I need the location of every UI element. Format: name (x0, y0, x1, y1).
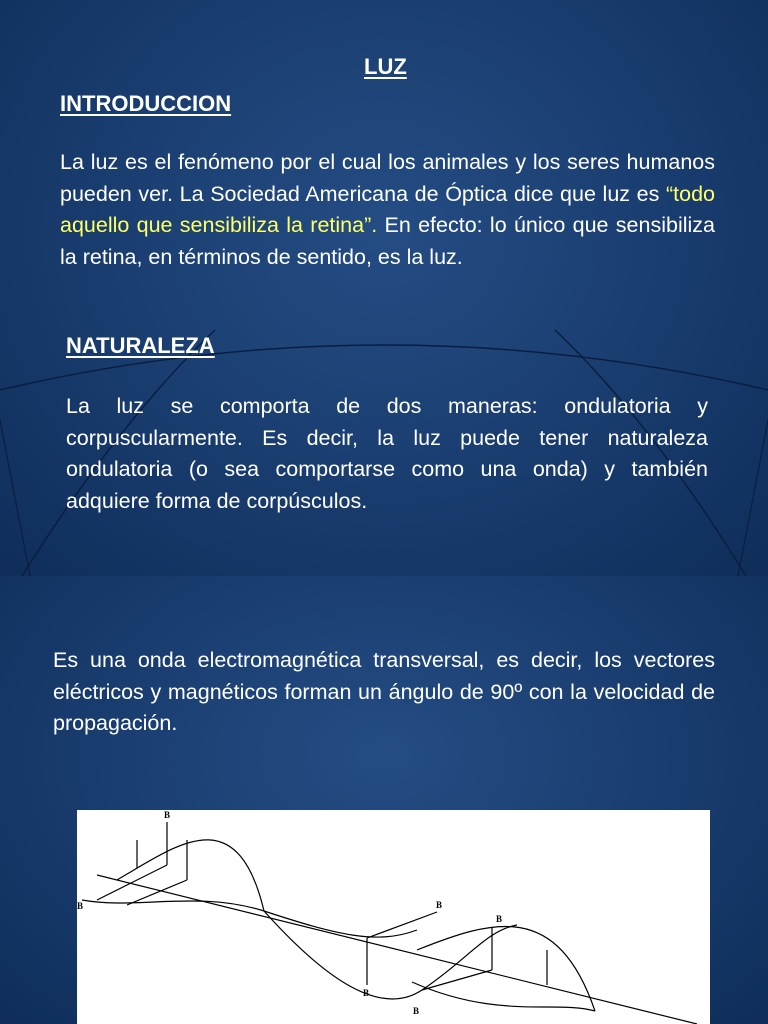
intro-text-a: La luz es el fenómeno por el cual los animales y los seres humanos pueden ver. La Sociedad Americana de Óptica dice que luz es (60, 150, 715, 206)
slide-electromagnetic-wave (0, 576, 768, 1024)
label-b-4: B (496, 914, 503, 924)
label-b-5: B (363, 988, 370, 998)
intro-quote: “todo aquello que sensibiliza la retina”. (60, 181, 715, 237)
label-b-1: B (164, 810, 171, 820)
vector-e-4 (422, 970, 492, 990)
page-title: LUZ (364, 54, 407, 79)
electromagnetic-wave-diagram (77, 810, 710, 1024)
upper-wave-lobe-2 (417, 926, 595, 1011)
electric-wave-a (82, 900, 417, 937)
nature-paragraph: La luz se comporta de dos maneras: ondulatoria y corpuscularmente. Es decir, la luz puede tener naturaleza ondulatoria (o sea comportarse como una onda) y también adquiere forma de corpúsculos. (66, 394, 708, 513)
label-b-3: B (436, 900, 443, 910)
intro-paragraph (60, 147, 715, 273)
lower-wave-lobe (264, 911, 517, 999)
label-b-6: B (413, 1006, 420, 1016)
wave-paragraph: Es una onda electromagnética transversal, es decir, los vectores eléctricos y magnéticos forman un ángulo de 90º con la velocidad de propagación. (53, 648, 715, 735)
intro-heading: INTRODUCCION (60, 91, 232, 116)
vector-e-1 (97, 865, 167, 900)
propagation-axis (97, 875, 697, 1024)
wave-figure (77, 810, 710, 1024)
label-b-2: B (77, 901, 84, 911)
intro-text-b: En efecto: lo único que sensibiliza la retina, en términos de sentido, es la luz. (60, 213, 715, 269)
nature-heading: NATURALEZA (66, 333, 215, 358)
electric-wave-b (412, 982, 595, 1011)
